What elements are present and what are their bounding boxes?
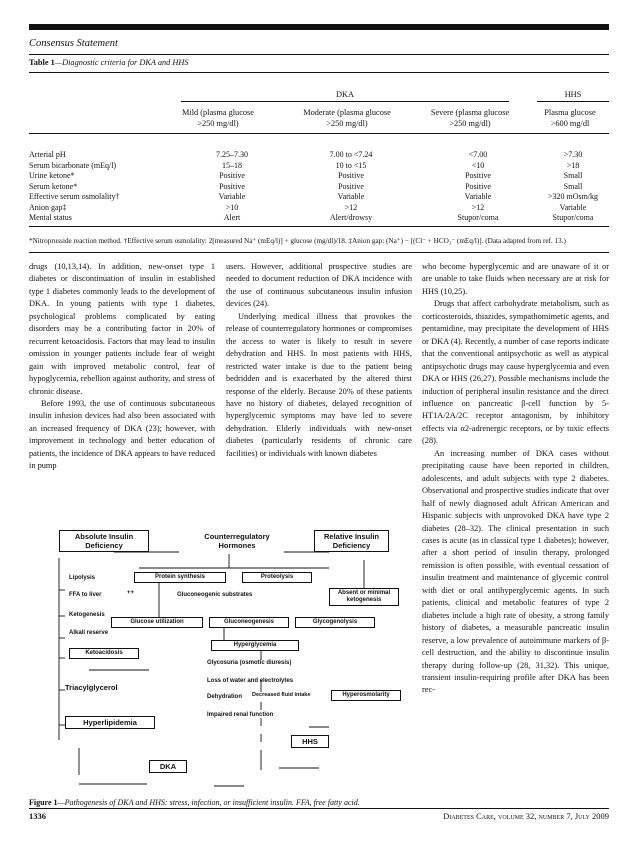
proteolysis-box: Proteolysis: [242, 572, 312, 583]
relative-insulin-box: Relative Insulin Deficiency: [314, 530, 389, 552]
counterregulatory-label: Counterregulatory Hormones: [204, 532, 270, 550]
hhs-group-header: HHS: [564, 90, 582, 99]
figure-caption: Figure 1—Pathogenesis of DKA and HHS: stress, infection, or insufficient insulin. FFA, free fatty acid.: [29, 798, 360, 807]
ketoacidosis-box: Ketoacidosis: [69, 648, 139, 659]
hyperlipidemia-box: Hyperlipidemia: [65, 716, 155, 729]
col-head-hhs: Plasma glucose >600 mg/dl: [544, 108, 596, 128]
hhs-group-rule: [537, 101, 609, 102]
col-head-mild: Mild (plasma glucose >250 mg/dl): [182, 108, 254, 128]
hyperosmolarity-box: Hyperosmolarity: [331, 690, 401, 701]
hyperglycemia-box: Hyperglycemia: [211, 640, 299, 651]
footer-rule: [29, 808, 609, 809]
table-row: Effective serum osmolality† Variable Variable Variable >320 mOsm/kg: [29, 192, 599, 201]
glycogenolysis-box: Glycogenolysis: [295, 617, 375, 628]
fluid-intake-label: Decreased fluid intake: [252, 692, 311, 698]
dka-group-rule: [181, 101, 509, 102]
table-footnote: *Nitroprusside reaction method. †Effective serum osmolality: 2[measured Na⁺ (mEq/l)] + glucose (mg/dl)/18. ‡Anion gap: (Na⁺) − [(Cl⁻ + HCO₃⁻ (mEq/l)]. (Data adapted from ref. 13.): [29, 237, 566, 245]
pathogenesis-figure: [29, 520, 407, 788]
absolute-insulin-box: Absolute Insulin Deficiency: [59, 530, 149, 552]
triacylglycerol-label: Triacylglycerol: [65, 683, 118, 692]
renal-function-label: Impaired renal function: [207, 712, 274, 718]
table-row: Mental status Alert Alert/drowsy Stupor/coma Stupor/coma: [29, 213, 594, 222]
header-bar: [29, 24, 609, 30]
dka-group-header: DKA: [336, 90, 354, 99]
table-row: Urine ketone* Positive Positive Positive Small: [29, 171, 583, 180]
hhs-box: HHS: [291, 735, 329, 748]
header-rule: [29, 54, 609, 55]
table-row: Anion gap‡ >10 >12 >12 Variable: [29, 202, 587, 212]
page-number: 1336: [29, 811, 46, 821]
body-column-3: who become hyperglycemic and are unaware of it or are unable to take fluids when necessary are at risk for HHS (10,25). Drugs that affect carbohydrate metabolism, such as corticosteroids, thiazides, sympathomimetic agents, and pentamidine, may precipitate the development of HHS or DKA (4). Recently, a number of case reports indicate that the conventional antipsychotic as well as atypical antipsychotic drugs may cause hyperglycemia and even DKA or HHS (26,27). Possible mechanisms include the induction of peripheral insulin resistance and the direct influence on pancreatic β-cell function by 5-HT1A/2A/2C receptor antagonism, by inhibitory effects via α2-adrenergic receptors, or by toxic effects (28). An increasing number of DKA cases without precipitating cause have been reported in children, adolescents, and adult subjects with type 2 diabetes. Observational and prospective studies indicate that over half of newly diagnosed adult African American and Hispanic subjects with unprovoked DKA have type 2 diabetes (28–32). The clinical presentation in such cases is acute (as in classical type 1 diabetes); however, after a short period of insulin therapy, prolonged remission is often possible, with eventual cessation of insulin treatment and maintenance of glycemic control with diet or oral antihyperglycemic agents. In such patients, clinical and metabolic features of type 2 diabetes include a high rate of obesity, a strong family history of diabetes, a measurable pancreatic insulin reserve, a low prevalence of autoimmune markers of β-cell destruction, and the ability to discontinue insulin therapy during follow-up (28, 31,32). This unique, transient insulin-requiring profile after DKA has been rec-: [422, 262, 609, 695]
table-row: Serum bicarbonate (mEq/l) 15–18 10 to <15 <10 >18: [29, 160, 580, 170]
lipolysis-label: Lipolysis: [69, 575, 96, 581]
ketogenesis-label: Ketogenesis: [69, 612, 105, 618]
ffa-label: FFA to liver: [69, 592, 102, 598]
alkali-reserve-label: Alkali reserve: [69, 630, 109, 636]
section-title: Consensus Statement: [29, 38, 118, 49]
gluconeogenesis-box: Gluconeogenesis: [209, 617, 289, 628]
table-header-rule: [29, 133, 609, 134]
body-column-1: drugs (10,13,14). In addition, new-onset type 1 diabetes or discontinuation of insulin in established type 1 diabetes commonly leads to the development of DKA. In young patients with type 1 diabetes, psychological problems complicated by eating disorders may be a contributing factor in 20% of recurrent ketoacidosis. Factors that may lead to insulin omission in younger patients include fear of weight gain with improved metabolic control, fear of hypoglycemia, rebellion against authority, and stress of chronic disease. Before 1993, the use of continuous subcutaneous insulin infusion devices had also been associated with an increased frequency of DKA (23); however, with improvement in technology and better education of patients, the incidence of DKA appears to have reduced in pump: [29, 262, 215, 471]
glycosuria-label: Glycosuria (osmotic diuresis): [207, 660, 292, 666]
table-bottom-rule: [29, 226, 609, 227]
protein-synthesis-box: Protein synthesis: [134, 572, 226, 583]
journal-citation: Diabetes Care, volume 32, number 7, July 2009: [443, 811, 609, 821]
dka-box: DKA: [149, 760, 187, 773]
table-row: Serum ketone* Positive Positive Positive Small: [29, 181, 583, 191]
table-row: Arterial pH 7.25–7.30 7.00 to <7.24 <7.00 >7.30: [29, 150, 583, 159]
table-top-rule: [29, 72, 609, 73]
body-column-2: users. However, additional prospective studies are needed to document reduction of DKA incidence with the use of continuous subcutaneous insulin infusion devices (24). Underlying medical illness that provokes the release of counterregulatory hormones or compromises the access to water is likely to result in severe dehydration and HHS. In most patients with HHS, restricted water intake is due to the patient being bedridden and is exacerbated by the altered thirst response of the elderly. Because 20% of these patients have no history of diabetes, delayed recognition of hyperglycemic symptoms may have led to severe dehydration. Elderly individuals with new-onset diabetes (particularly residents of chronic care facilities) or individuals with known diabetes: [226, 262, 412, 458]
plusplus-label: ++: [127, 590, 135, 596]
gluconeogenic-substrates-label: Gluconeogenic substrates: [177, 592, 253, 598]
glucose-utilization-box: Glucose utilization: [111, 617, 203, 628]
absent-ketogenesis-box: Absent or minimal ketogenesis: [329, 588, 399, 606]
col-head-moderate: Moderate (plasma glucose >250 mg/dl): [303, 108, 391, 128]
criteria-table: [29, 150, 609, 224]
dehydration-label: Dehydration: [207, 694, 243, 700]
table-caption: Table 1—Diagnostic criteria for DKA and HHS: [29, 58, 189, 67]
col-head-severe: Severe (plasma glucose >250 mg/dl): [430, 108, 510, 128]
table-end-rule: [29, 252, 609, 253]
loss-label: Loss of water and electrolytes: [207, 678, 294, 684]
